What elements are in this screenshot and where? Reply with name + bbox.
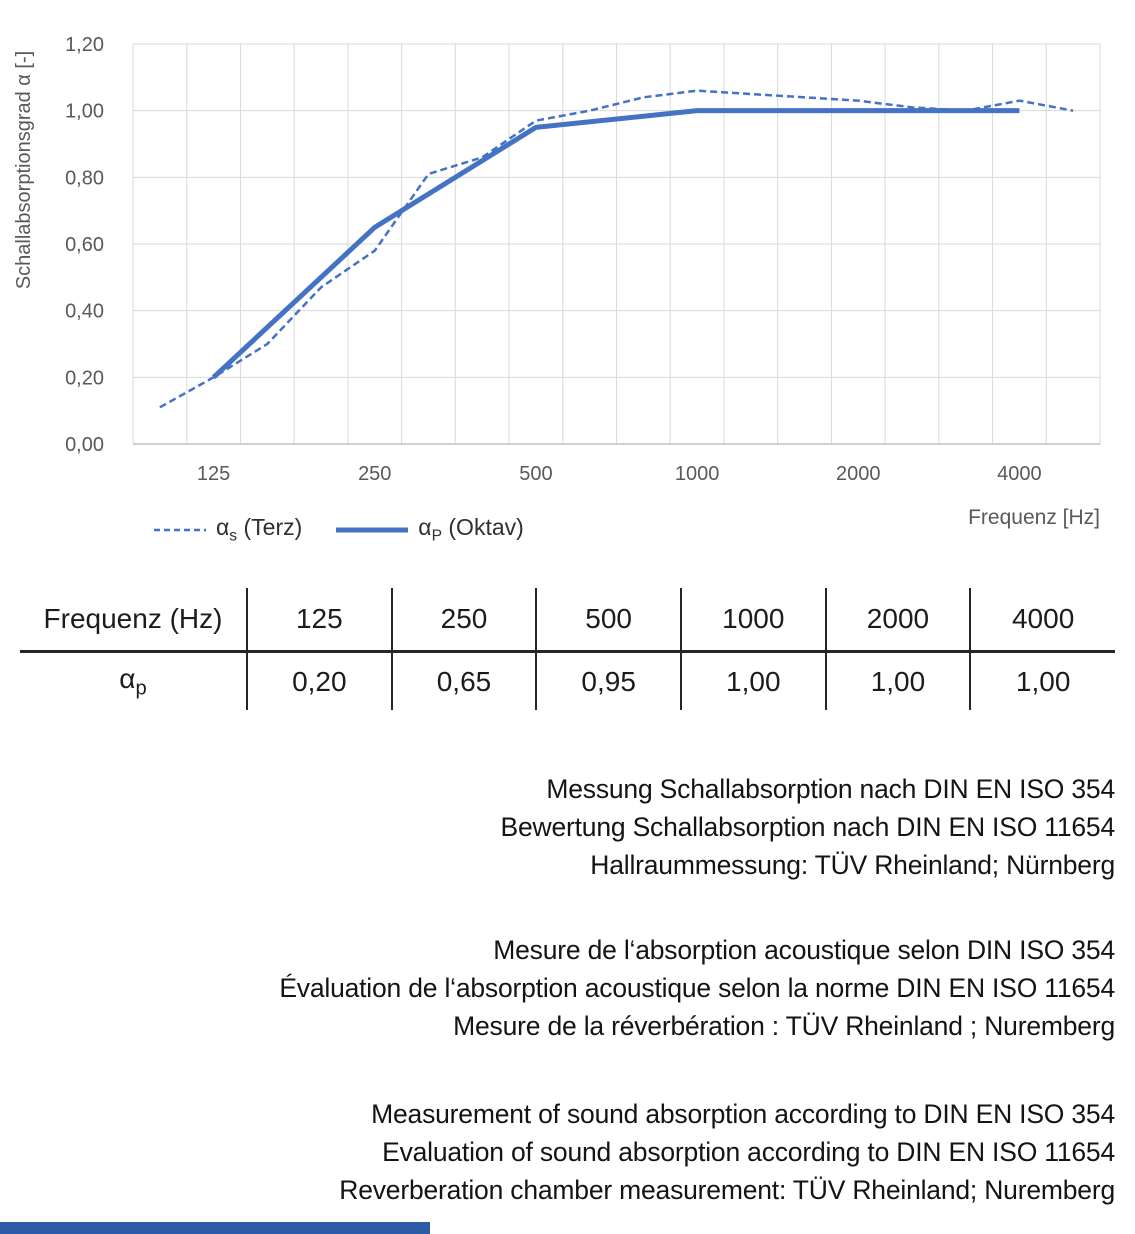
notes-german <box>501 770 1115 884</box>
note-line: Mesure de l‘absorption acoustique selon DIN ISO 354 <box>493 935 1115 965</box>
x-axis-tick-label: 250 <box>358 463 392 485</box>
note-line: Reverberation chamber measurement: TÜV Rheinland; Nuremberg <box>339 1175 1115 1205</box>
y-axis-tick-label: 0,40 <box>65 300 104 323</box>
y-axis-tick-label: 0,80 <box>65 167 104 190</box>
y-axis-tick-label: 0,00 <box>65 434 104 456</box>
table-header-cell: 4000 <box>970 588 1115 652</box>
legend-label-oktav: $\alpha_P$ (Oktav) <box>418 514 524 545</box>
table-value-row <box>20 652 1115 711</box>
dashed-line-icon <box>152 524 208 536</box>
note-line: Mesure de la réverbération : TÜV Rheinland ; Nuremberg <box>453 1011 1115 1041</box>
table-value-cell: 0,65 <box>392 652 537 711</box>
table-header-row <box>20 588 1115 652</box>
note-line: Evaluation of sound absorption according to DIN EN ISO 11654 <box>382 1137 1115 1167</box>
table-header-cell: 1000 <box>681 588 826 652</box>
legend-item-alpha-p-oktav <box>334 514 524 546</box>
table-value-cell: 1,00 <box>826 652 971 711</box>
table-header-cell: 125 <box>247 588 392 652</box>
solid-line-icon <box>334 524 410 536</box>
x-axis-tick-label: 125 <box>196 463 231 485</box>
note-line: Hallraummessung: TÜV Rheinland; Nürnberg <box>590 850 1115 880</box>
notes-english <box>339 1095 1115 1209</box>
x-axis-tick-label: 1000 <box>674 463 720 485</box>
table-header-cell: 250 <box>392 588 537 652</box>
table-row-label-alpha-p: $\alpha_p$ <box>119 662 147 700</box>
note-line: Messung Schallabsorption nach DIN EN ISO 354 <box>546 774 1115 804</box>
y-axis-title: Schallabsorptionsgrad α [-] <box>13 50 35 290</box>
sound-absorption-chart <box>0 0 1135 560</box>
chart-legend <box>152 514 524 546</box>
alpha-p-values-table <box>20 588 1115 710</box>
footer-accent-bar <box>0 1222 430 1234</box>
x-axis-tick-label: 500 <box>519 463 553 485</box>
note-line: Measurement of sound absorption according to DIN EN ISO 354 <box>371 1099 1115 1129</box>
y-axis-tick-label: 1,00 <box>65 100 104 123</box>
y-axis-tick-label: 0,20 <box>65 367 104 390</box>
note-line: Bewertung Schallabsorption nach DIN EN ISO 11654 <box>500 812 1115 842</box>
x-axis-tick-label: 2000 <box>836 463 881 485</box>
y-axis-tick-label: 1,20 <box>65 34 104 56</box>
legend-item-alpha-s-terz <box>152 514 302 546</box>
notes-french <box>279 931 1115 1045</box>
table-header-frequency: Frequenz (Hz) <box>20 588 247 652</box>
table-header-cell: 500 <box>536 588 681 652</box>
x-axis-title: Frequenz [Hz] <box>968 506 1100 529</box>
y-axis-tick-label: 0,60 <box>65 234 104 256</box>
table-value-cell: 0,20 <box>247 652 392 711</box>
table-value-cell: 1,00 <box>970 652 1115 711</box>
x-axis-tick-label: 4000 <box>997 463 1042 485</box>
legend-label-terz: $\alpha_s$ (Terz) <box>216 514 303 545</box>
table-value-cell: 1,00 <box>681 652 826 711</box>
note-line: Évaluation de l‘absorption acoustique selon la norme DIN EN ISO 11654 <box>279 973 1115 1003</box>
table-value-cell: 0,95 <box>536 652 681 711</box>
table-header-cell: 2000 <box>826 588 971 652</box>
